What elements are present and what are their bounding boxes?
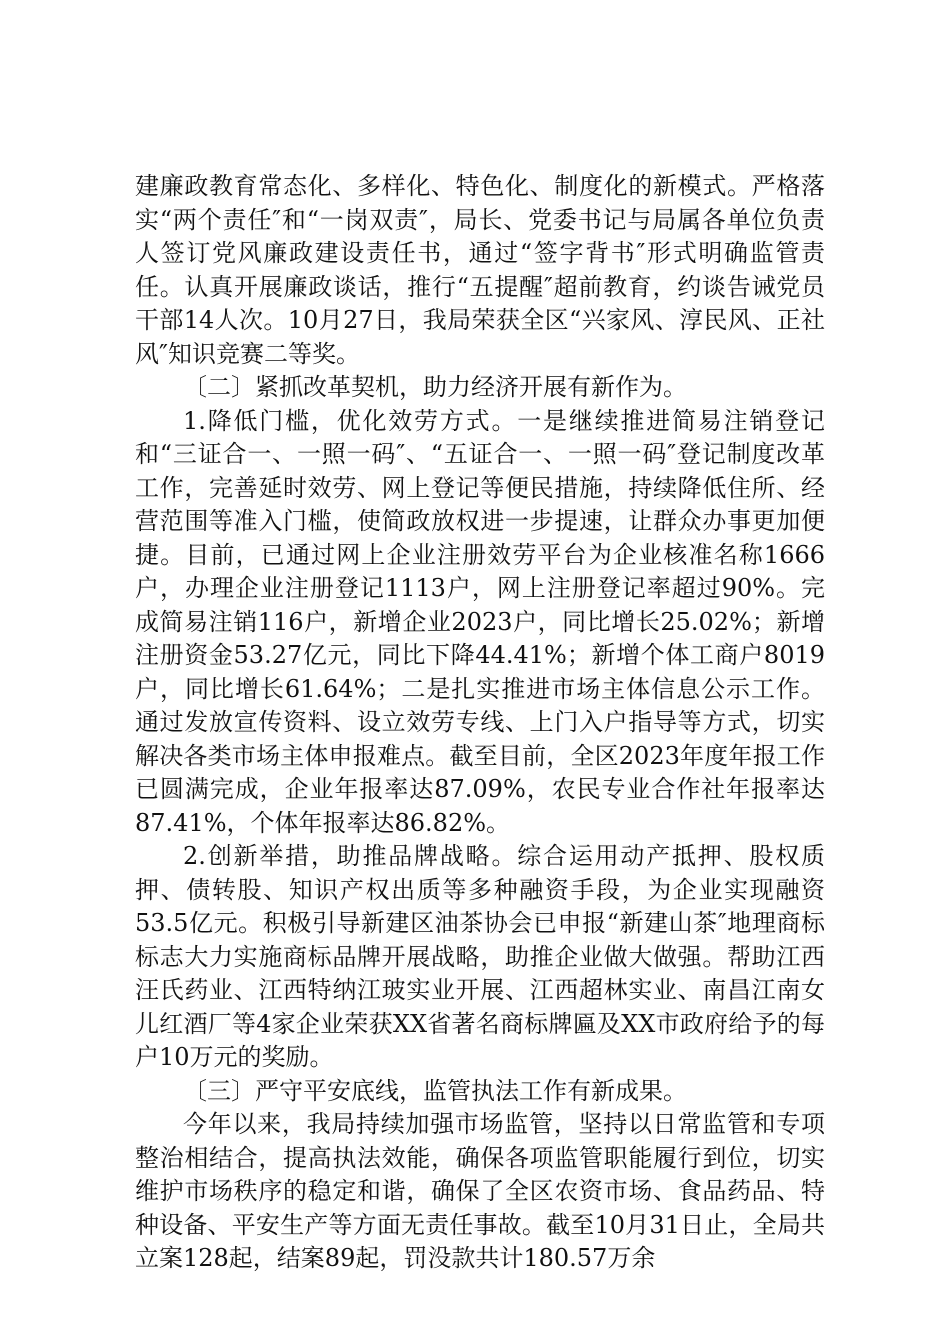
section-heading-safety: 〔三〕严守平安底线，监管执法工作有新成果。 (183, 1076, 687, 1105)
document-page (135, 170, 825, 1276)
section-heading-reform: 〔二〕紧抓改革契机，助力经济开展有新作为。 (183, 373, 687, 401)
paragraph-discipline-education: 建廉政教育常态化、多样化、特色化、制度化的新模式。严格落实“两个责任″和“一岗双责″，局长、党委书记与局属各单位负责人签订党风廉政建设责任书，通过“签字背书″形式明确监管责任。认真开展廉政谈话，推行“五提醒″超前教育，约谈告诫党员干部14人次。10月27日，我局荣获全区“兴家风、淳民风、正社风″知识竞赛二等奖。 (135, 172, 825, 368)
paragraph-lower-threshold: 1.降低门槛，优化效劳方式。一是继续推进简易注销登记和“三证合一、一照一码″、“五证合一、一照一码″登记制度改革工作，完善延时效劳、网上登记等便民措施，持续降低住所、经营范围等准入门槛，使简政放权进一步提速，让群众办事更加便捷。目前，已通过网上企业注册效劳平台为企业核准名称1666户，办理企业注册登记1113户，网上注册登记率超过90%。完成简易注销116户，新增企业2023户，同比增长25.02%；新增注册资金53.27亿元，同比下降44.41%；新增个体工商户8019户，同比增长61.64%；二是扎实推进市场主体信息公示工作。通过发放宣传资料、设立效劳专线、上门入户指导等方式，切实解决各类市场主体申报难点。截至目前，全区2023年度年报工作已圆满完成，企业年报率达87.09%，农民专业合作社年报率达87.41%，个体年报率达86.82%。 (135, 406, 825, 837)
paragraph-brand-strategy: 2.创新举措，助推品牌战略。综合运用动产抵押、股权质押、债转股、知识产权出质等多种融资手段，为企业实现融资53.5亿元。积极引导新建区油茶协会已申报“新建山茶″地理商标标志大力实施商标品牌开展战略，助推企业做大做强。帮助江西汪氏药业、江西特纳江玻实业开展、江西超林实业、南昌江南女儿红酒厂等4家企业荣获XX省著名商标牌匾及XX市政府给予的每户10万元的奖励。 (135, 842, 825, 1071)
paragraph-supervision: 今年以来，我局持续加强市场监管，坚持以日常监管和专项整治相结合，提高执法效能，确保各项监管职能履行到位，切实维护市场秩序的稳定和谐，确保了全区农资市场、食品药品、特种设备、平安生产等方面无责任事故。截至10月31日止，全局共立案128起，结案89起，罚没款共计180.57万余 (135, 1110, 825, 1272)
